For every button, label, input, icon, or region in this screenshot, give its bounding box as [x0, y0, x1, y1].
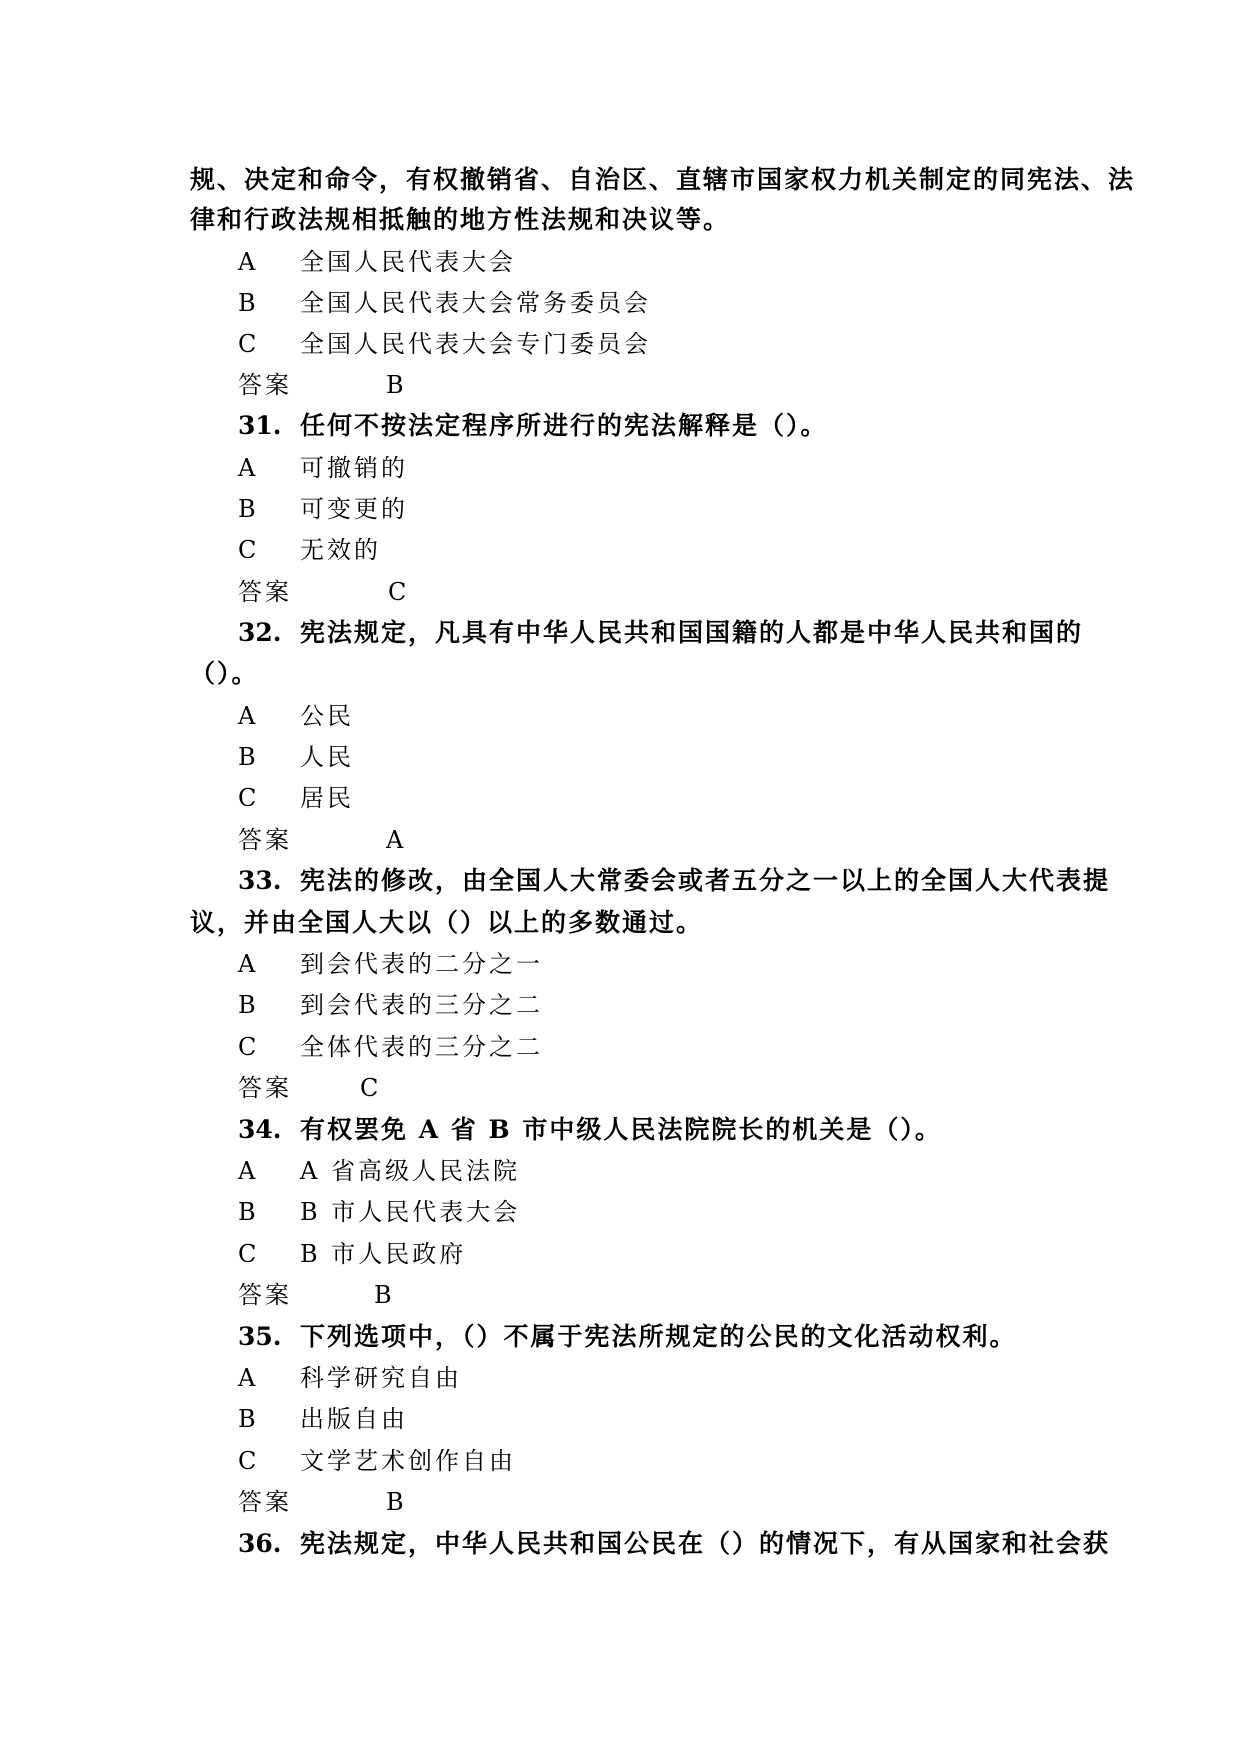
question-continuation [190, 654, 259, 690]
question-number: 35. [238, 1322, 282, 1351]
question-continuation [190, 200, 730, 236]
answer-value: C [360, 1074, 382, 1102]
option-letter: B [238, 1405, 259, 1433]
option-text: B 市人民政府 [300, 1240, 467, 1268]
option-a [238, 1151, 520, 1186]
answer-value: C [388, 578, 410, 606]
question-36 [238, 1524, 1110, 1560]
option-b [238, 1192, 520, 1227]
option-letter: B [238, 743, 259, 771]
answer-value: A [386, 826, 407, 854]
option-letter: A [238, 702, 259, 730]
question-continuation [190, 903, 703, 939]
option-text: 文学艺术创作自由 [300, 1447, 516, 1475]
question-text: 律和行政法规相抵触的地方性法规和决议等。 [190, 205, 731, 234]
question-text: 宪法的修改，由全国人大常委会或者五分之一以上的全国人大代表提 [300, 866, 1111, 895]
question-text: 议，并由全国人大以（）以上的多数通过。 [190, 908, 704, 937]
answer-label: 答案 [238, 1488, 292, 1516]
question-continuation [190, 160, 1135, 196]
option-letter: C [238, 1033, 260, 1061]
answer-label: 答案 [238, 1074, 292, 1102]
question-text: 有权罢免 A 省 B 市中级人民法院院长的机关是（）。 [300, 1115, 942, 1144]
question-text: 下列选项中，（）不属于宪法所规定的公民的文化活动权利。 [300, 1322, 1017, 1351]
option-text: 人民 [300, 743, 354, 771]
option-letter: C [238, 1240, 260, 1268]
option-text: 全体代表的三分之二 [300, 1033, 543, 1061]
option-a [238, 696, 354, 731]
question-text: 宪法规定，凡具有中华人民共和国国籍的人都是中华人民共和国的 [300, 618, 1084, 647]
option-text: 公民 [300, 702, 354, 730]
option-letter: C [238, 536, 260, 564]
option-letter: A [238, 248, 259, 276]
answer-label: 答案 [238, 826, 292, 854]
option-text: 可变更的 [300, 495, 408, 523]
option-letter: B [238, 289, 259, 317]
question-number: 31. [238, 411, 282, 440]
answer-row [238, 1275, 395, 1310]
question-34 [238, 1110, 942, 1146]
option-letter: B [238, 991, 259, 1019]
option-c [238, 778, 354, 813]
question-31 [238, 406, 828, 442]
option-b [238, 1399, 408, 1434]
option-text: 居民 [300, 784, 354, 812]
answer-value: B [374, 1281, 395, 1309]
option-text: A 省高级人民法院 [300, 1157, 520, 1185]
answer-label: 答案 [238, 371, 292, 399]
option-text: 到会代表的二分之一 [300, 950, 543, 978]
question-32 [238, 613, 1083, 649]
option-letter: A [238, 950, 259, 978]
option-text: 出版自由 [300, 1405, 408, 1433]
question-text: 宪法规定，中华人民共和国公民在（）的情况下，有从国家和社会获 [300, 1529, 1111, 1558]
option-text: 无效的 [300, 536, 381, 564]
answer-label: 答案 [238, 1281, 292, 1309]
answer-row [238, 1068, 381, 1103]
question-number: 32. [238, 618, 282, 647]
option-a [238, 1358, 462, 1393]
option-a [238, 448, 408, 483]
option-text: 全国人民代表大会 [300, 248, 516, 276]
question-number: 34. [238, 1115, 282, 1144]
option-letter: A [238, 1364, 259, 1392]
option-c [238, 1027, 543, 1062]
option-b [238, 737, 354, 772]
option-b [238, 283, 651, 318]
question-33 [238, 861, 1110, 897]
question-text: （）。 [190, 659, 259, 688]
question-text: 任何不按法定程序所进行的宪法解释是（）。 [300, 411, 828, 440]
option-letter: B [238, 495, 259, 523]
option-letter: C [238, 784, 260, 812]
question-text: 规、决定和命令，有权撤销省、自治区、直辖市国家权力机关制定的同宪法、法 [190, 165, 1136, 194]
option-text: 可撤销的 [300, 454, 408, 482]
option-text: 科学研究自由 [300, 1364, 462, 1392]
option-a [238, 242, 516, 277]
option-a [238, 944, 543, 979]
option-letter: A [238, 454, 259, 482]
option-text: 到会代表的三分之二 [300, 991, 543, 1019]
answer-value: B [386, 371, 407, 399]
answer-row [238, 572, 409, 607]
option-b [238, 985, 543, 1020]
answer-row [238, 1482, 407, 1517]
option-c [238, 1234, 466, 1269]
question-number: 36. [238, 1529, 282, 1558]
option-text: B 市人民代表大会 [300, 1198, 521, 1226]
option-c [238, 530, 381, 565]
option-letter: C [238, 330, 260, 358]
option-b [238, 489, 408, 524]
answer-row [238, 365, 407, 400]
option-c [238, 1441, 516, 1476]
answer-row [238, 820, 406, 855]
option-letter: C [238, 1447, 260, 1475]
option-text: 全国人民代表大会专门委员会 [300, 330, 651, 358]
question-35 [238, 1317, 1017, 1353]
answer-label: 答案 [238, 578, 292, 606]
option-text: 全国人民代表大会常务委员会 [300, 289, 651, 317]
option-letter: B [238, 1198, 259, 1226]
question-number: 33. [238, 866, 282, 895]
option-c [238, 324, 651, 359]
option-letter: A [238, 1157, 259, 1185]
answer-value: B [386, 1488, 407, 1516]
